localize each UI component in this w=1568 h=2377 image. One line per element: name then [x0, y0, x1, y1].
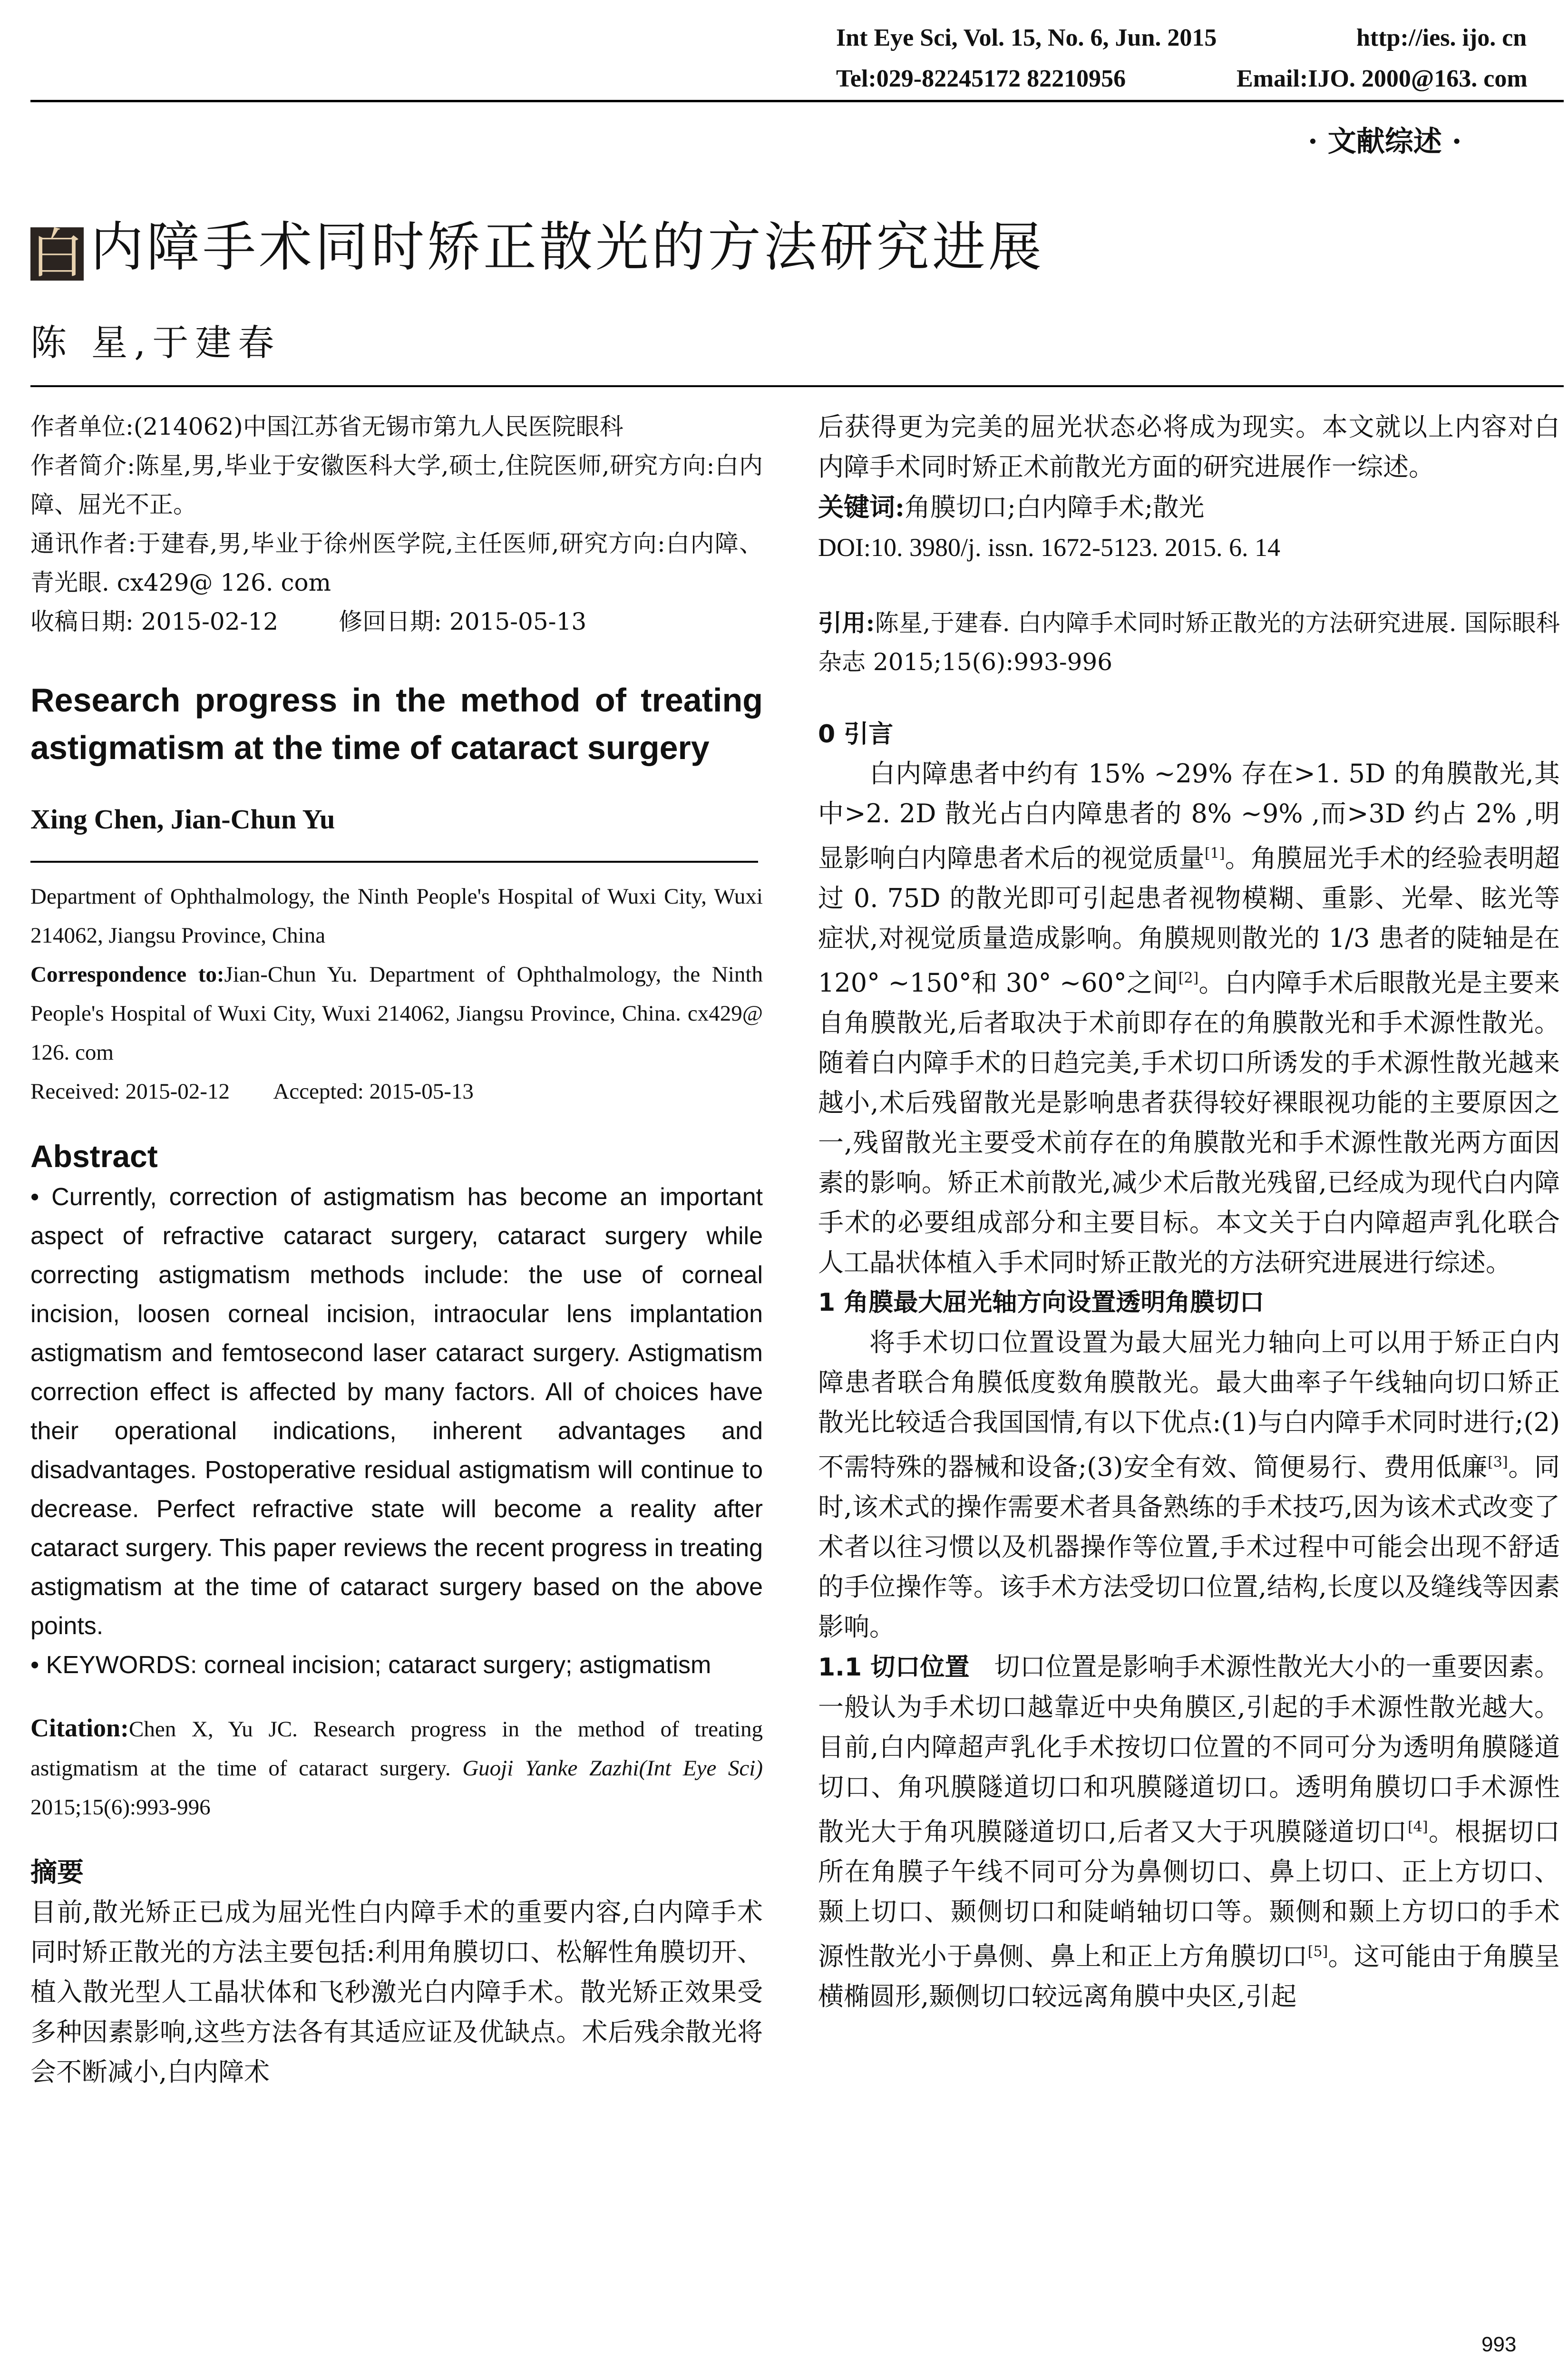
cite-label: 引用:	[818, 609, 875, 637]
p11c: 。这可能由于角膜呈横椭圆形,颞侧切口较远离角膜中央区,引起	[818, 1941, 1560, 2011]
received-dates: 收稿日期: 2015-02-12 修回日期: 2015-05-13	[30, 608, 587, 635]
p11a: 切口位置是影响手术源性散光大小的一重要因素。一般认为手术切口越靠近中央角膜区,引起的手术源性散光越大。目前,白内障超声乳化手术按切口位置的不同可分为透明角膜隧道切口、角巩膜隧道切口和巩膜隧道切口。透明角膜切口手术源性散光大于角巩膜隧道切口,后者又大于巩膜隧道切口	[818, 1652, 1560, 1847]
section-1-1-paragraph	[818, 1647, 1560, 2017]
english-authors: Xing Chen, Jian-Chun Yu	[30, 804, 335, 835]
p0b: 。角膜屈光手术的经验表明超过 0. 75D 的散光即可引起患者视物模糊、重影、光晕、眩光等症状,对视觉质量造成影响。角膜规则散光的 1/3 患者的陡轴是在 120° ~150°和 30° ~60°之间	[818, 843, 1560, 998]
p0c: 。白内障手术后眼散光是主要来自角膜散光,后者取决于术前即存在的角膜散光和手术源性散光。随着白内障手术的日趋完美,手术切口所诱发的手术源性散光越来越小,术后残留散光是影响患者获得较好裸眼视功能的主要原因之一,残留散光主要受术前存在的角膜散光和手术源性散光两方面因素的影响。矫正术前散光,减少术后散光残留,已经成为现代白内障手术的必要组成部分和主要目标。本文关于白内障超声乳化联合人工晶状体植入手术同时矫正散光的方法研究进展进行综述。	[818, 968, 1560, 1277]
journal-email: Email:IJO. 2000@163. com	[1237, 65, 1528, 92]
corresponding-author: 通讯作者:于建春,男,毕业于徐州医学院,主任医师,研究方向:白内障、青光眼. cx429@ 126. com	[30, 530, 763, 596]
left-column	[30, 407, 763, 2092]
journal-info: Int Eye Sci, Vol. 15, No. 6, Jun. 2015	[836, 24, 1217, 51]
doi: DOI:10. 3980/j. issn. 1672-5123. 2015. 6. 14	[818, 533, 1280, 562]
citation-journal: Guoji Yanke Zazhi(Int Eye Sci)	[462, 1756, 763, 1781]
english-affiliation: Department of Ophthalmology, the Ninth People's Hospital of Wuxi City, Wuxi 214062, Jiangsu Province, China	[30, 884, 763, 948]
section-1-1-heading: 1.1 切口位置	[818, 1653, 970, 1682]
p0a: 白内障患者中约有 15% ~29% 存在>1. 5D 的角膜散光,其中>2. 2D 散光占白内障患者的 8% ~9% ,而>3D 约占 2% ,明显影响白内障患者术后的视觉质量	[818, 759, 1560, 873]
english-title: Research progress in the method of treating astigmatism at the time of cataract surgery	[30, 682, 763, 766]
abstract-heading: Abstract	[30, 1139, 158, 1174]
english-dates: Received: 2015-02-12 Accepted: 2015-05-13	[30, 1079, 474, 1104]
ref-5: [5]	[1307, 1943, 1328, 1960]
section-1-heading: 1 角膜最大屈光轴方向设置透明角膜切口	[818, 1288, 1265, 1317]
ref-2: [2]	[1178, 970, 1199, 986]
correspondence-label: Correspondence to:	[30, 962, 224, 987]
section-1-paragraph	[818, 1323, 1560, 1647]
abstract-text: • Currently, correction of astigmatism has become an important aspect of refractive cataract surgery, cataract surgery while correcting astigmatism methods include: the use of corneal incision, loosen corneal incision, intraocular lens implantation astigmatism and femtosecond laser cataract surgery. Astigmatism correction effect is affected by many factors. All of choices have their operational indications, inherent advantages and disadvantages. Postoperative residual astigmatism will continue to decrease. Perfect refractive state will become a reality after cataract surgery. This paper reviews the recent progress in treating astigmatism at the time of cataract surgery based on the above points.	[30, 1183, 763, 1640]
journal-url: http://ies. ijo. cn	[1356, 24, 1527, 51]
citation-label: Citation:	[30, 1714, 129, 1742]
cn-keywords	[818, 487, 1560, 527]
p1a: 将手术切口位置设置为最大屈光力轴向上可以用于矫正白内障患者联合角膜低度数角膜散光。最大曲率子午线轴向切口矫正散光比较适合我国国情,有以下优点:(1)与白内障手术同时进行;(2)不需特殊的器械和设备;(3)安全有效、简便易行、费用低廉	[818, 1327, 1560, 1482]
author-bio: 作者简介:陈星,男,毕业于安徽医科大学,硕士,住院医师,研究方向:白内障、屈光不正。	[30, 452, 763, 518]
keywords-text: 角膜切口;白内障手术;散光	[904, 492, 1205, 522]
title-dropcap: 白	[30, 223, 87, 285]
cn-abstract-heading: 摘要	[30, 1857, 84, 1888]
authors-rule	[30, 385, 1564, 387]
ref-1: [1]	[1204, 845, 1225, 862]
p11b: 。根据切口所在角膜子午线不同可分为鼻侧切口、鼻上切口、正上方切口、颞上切口、颞侧切口和陡峭轴切口等。颞侧和颞上方切口的手术源性散光小于鼻侧、鼻上和正上方角膜切口	[818, 1817, 1560, 1971]
citation-tail: 2015;15(6):993-996	[30, 1795, 211, 1820]
correspondence-text: Jian-Chun Yu. Department of Ophthalmology, the Ninth People's Hospital of Wuxi City, Wuxi 214062, Jiangsu Province, China. cx429@ 126. com	[30, 962, 763, 1065]
journal-tel: Tel:029-82245172 82210956	[836, 65, 1126, 92]
ref-3: [3]	[1488, 1454, 1508, 1471]
title-text: 内障手术同时矫正散光的方法研究进展	[90, 216, 1044, 278]
cn-citation	[818, 604, 1560, 682]
cn-abstract-continuation: 后获得更为完美的屈光状态必将成为现实。本文就以上内容对白内障手术同时矫正术前散光方面的研究进展作一综述。	[818, 412, 1560, 482]
english-correspondence	[30, 955, 763, 1072]
cn-abstract-text: 目前,散光矫正已成为屈光性白内障手术的重要内容,白内障手术同时矫正散光的方法主要包括:利用角膜切口、松解性角膜切开、植入散光型人工晶状体和飞秒激光白内障手术。散光矫正效果受多种因素影响,这些方法各有其适应证及优缺点。术后残余散光将会不断减小,白内障术	[30, 1897, 763, 2087]
keywords-label: 关键词:	[818, 492, 905, 522]
intro-paragraph	[818, 754, 1560, 1283]
p1b: 。同时,该术式的操作需要术者具备熟练的手术技巧,因为该术式改变了术者以往习惯以及机器操作等位置,手术过程中可能会出现不舒适的手位操作等。该手术方法受切口位置,结构,长度以及缝线等因素影响。	[818, 1452, 1560, 1642]
citation-text: Chen X, Yu JC. Research progress in the method of treating astigmatism at the time of cataract surgery.	[30, 1717, 763, 1781]
right-column	[818, 407, 1560, 2017]
ref-4: [4]	[1407, 1819, 1428, 1835]
citation	[30, 1708, 763, 1827]
cite-text: 陈星,于建春. 白内障手术同时矫正散光的方法研究进展. 国际眼科杂志 2015;15(6):993-996	[818, 609, 1560, 676]
section-label: · 文献综述 ·	[1308, 125, 1462, 158]
header-rule	[30, 100, 1564, 102]
section-0-heading: 0 引言	[818, 720, 894, 749]
english-keywords: • KEYWORDS: corneal incision; cataract surgery; astigmatism	[30, 1651, 711, 1679]
authors: 陈 星,于建春	[30, 321, 281, 364]
affiliation: 作者单位:(214062)中国江苏省无锡市第九人民医院眼科	[30, 413, 623, 440]
page-title	[30, 205, 1044, 285]
page-number: 993	[1481, 2333, 1517, 2356]
